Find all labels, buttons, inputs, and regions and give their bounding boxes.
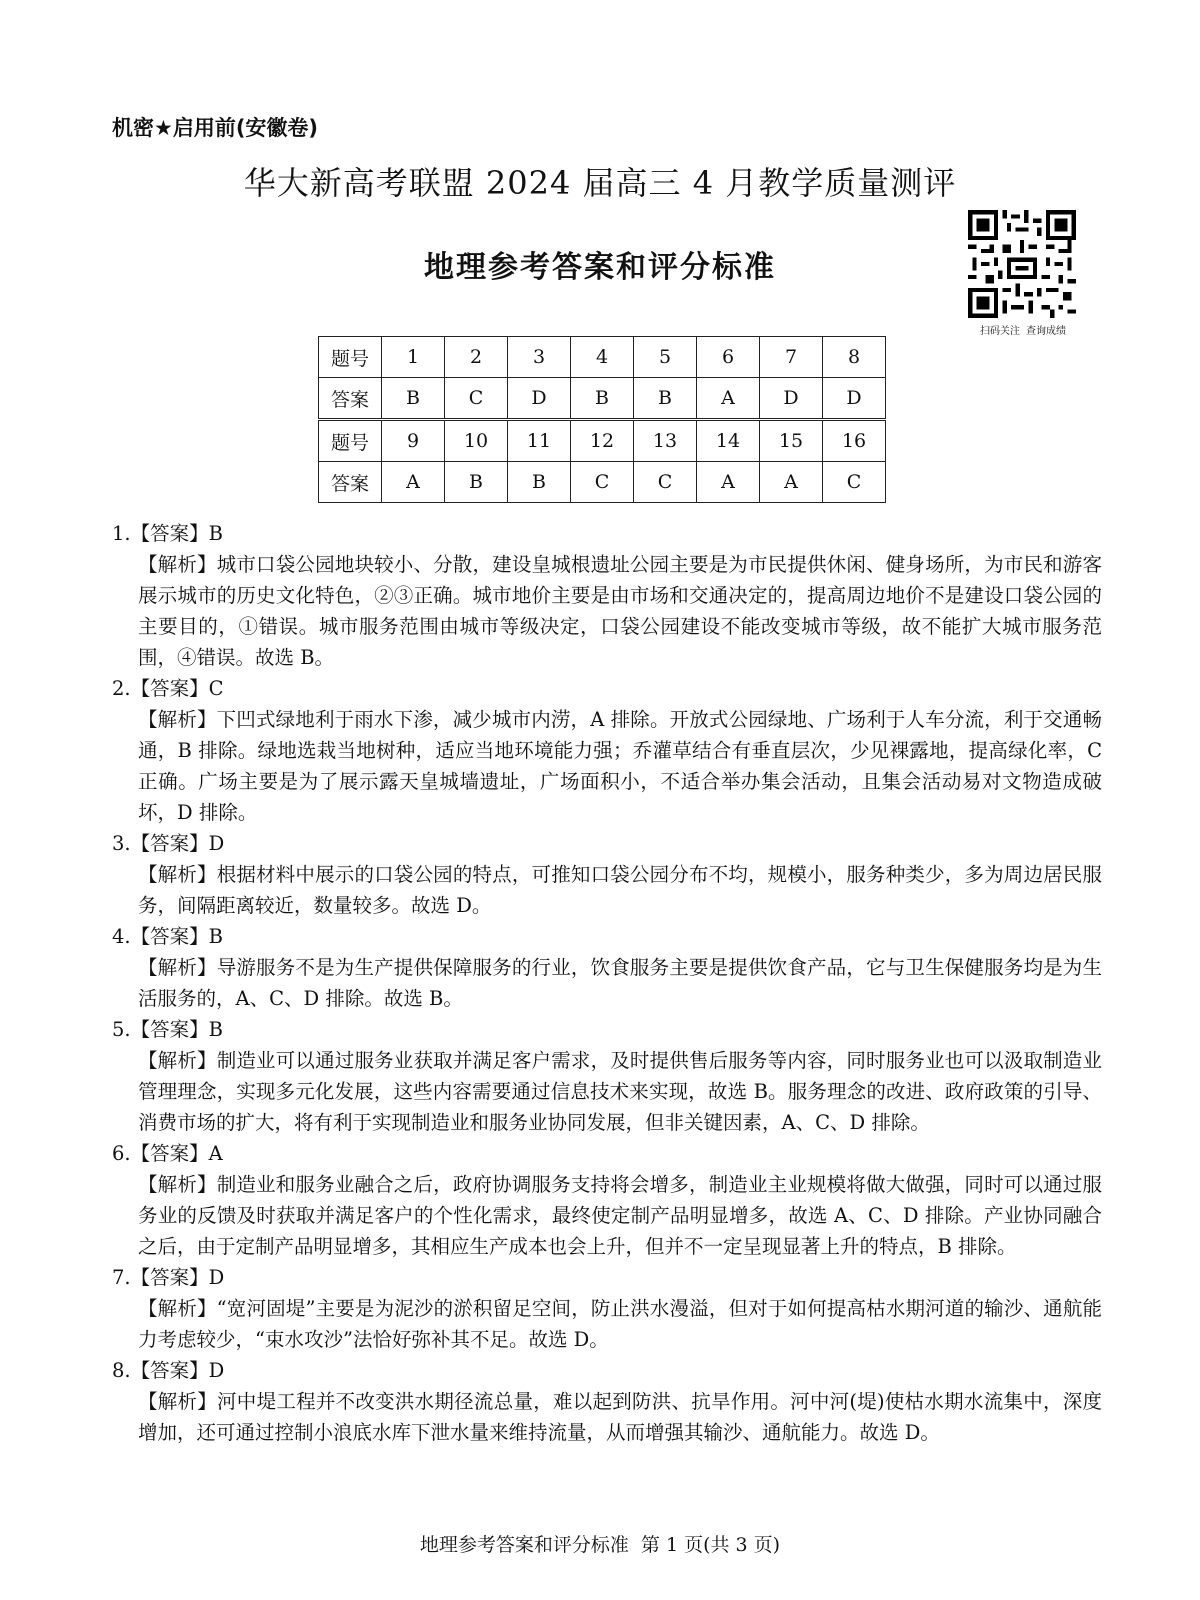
question-answer: 5.【答案】B [112,1018,223,1041]
question-explanation: 【解析】城市口袋公园地块较小、分散，建设皇城根遗址公园主要是为市民提供休闲、健身场所，为市民和游客展示城市的历史文化特色，②③正确。城市地价主要是由市场和交通决定的，提高周边地价不是建设口袋公园的主要目的，①错误。城市服务范围由城市等级决定，口袋公园建设不能改变城市等级，故不能扩大城市服务范围，④错误。故选 B。 [138,553,1102,669]
table-cell: B [634,378,697,420]
table-cell: 9 [382,420,445,462]
footer-doc-name: 地理参考答案和评分标准 [419,1534,629,1556]
table-cell: 16 [823,420,886,462]
question-answer: 1.【答案】B [112,522,223,545]
question-explanation: 【解析】根据材料中展示的口袋公园的特点，可推知口袋公园分布不均，规模小，服务种类少，多为周边居民服务，间隔距离较近，数量较多。故选 D。 [138,863,1102,917]
question-item-2 [112,673,1102,828]
row-label-answer: 答案 [319,378,382,420]
table-cell: D [823,378,886,420]
question-answer: 7.【答案】D [112,1266,225,1289]
question-item-8 [112,1355,1102,1448]
table-cell: C [571,462,634,503]
table-cell: B [382,378,445,420]
qr-code-icon [968,210,1076,318]
table-cell: 11 [508,420,571,462]
page-footer [0,1530,1200,1557]
page-title: 华大新高考联盟 2024 届高三 4 月教学质量测评 [243,164,957,202]
question-item-1 [112,518,1102,673]
qr-caption [968,322,1078,337]
table-cell: 6 [697,337,760,378]
question-explanation: 【解析】制造业可以通过服务业获取并满足客户需求，及时提供售后服务等内容，同时服务业也可以汲取制造业管理理念，实现多元化发展，这些内容需要通过信息技术来实现，故选 B。服务理念的改进、政府政策的引导、消费市场的扩大，将有利于实现制造业和服务业协同发展，但非关键因素，A、C、D 排除。 [138,1049,1102,1134]
table-cell: 7 [760,337,823,378]
table-cell: D [508,378,571,420]
table-cell: A [382,462,445,503]
table-cell: 12 [571,420,634,462]
table-cell: 3 [508,337,571,378]
table-cell: D [760,378,823,420]
question-explanation: 【解析】制造业和服务业融合之后，政府协调服务支持将会增多，制造业主业规模将做大做强，同时可以通过服务业的反馈及时获取并满足客户的个性化需求，最终使定制产品明显增多，故选 A、C、D 排除。产业协同融合之后，由于定制产品明显增多，其相应生产成本也会上升，但并不一定呈现显著上升的特点，B 排除。 [138,1173,1102,1258]
table-cell: C [445,378,508,420]
table-cell: A [760,462,823,503]
table-row-answers-1 [319,378,886,420]
confidential-label: 机密★启用前(安徽卷) [112,116,319,140]
table-cell: 10 [445,420,508,462]
row-label-number: 题号 [319,420,382,462]
question-item-5 [112,1014,1102,1138]
table-cell: B [508,462,571,503]
table-cell: 14 [697,420,760,462]
qr-caption-left: 扫码关注 [980,326,1020,337]
answer-table [318,336,886,503]
question-answer: 6.【答案】A [112,1142,223,1165]
table-row-answers-2 [319,462,886,503]
table-cell: C [634,462,697,503]
page-subtitle: 地理参考答案和评分标准 [424,250,776,285]
table-cell: 2 [445,337,508,378]
question-item-7 [112,1262,1102,1355]
table-row-numbers-2 [319,420,886,462]
question-explanation: 【解析】“宽河固堤”主要是为泥沙的淤积留足空间，防止洪水漫溢，但对于如何提高枯水期河道的输沙、通航能力考虑较少，“束水攻沙”法恰好弥补其不足。故选 D。 [138,1297,1102,1351]
row-label-answer: 答案 [319,462,382,503]
question-explanation: 【解析】下凹式绿地利于雨水下渗，减少城市内涝，A 排除。开放式公园绿地、广场利于人车分流，利于交通畅通，B 排除。绿地选栽当地树种，适应当地环境能力强；乔灌草结合有垂直层次，少见裸露地，提高绿化率，C 正确。广场主要是为了展示露天皇城墙遗址，广场面积小，不适合举办集会活动，且集会活动易对文物造成破坏，D 排除。 [138,708,1102,824]
table-cell: 4 [571,337,634,378]
table-row-numbers-1 [319,337,886,378]
footer-page-number: 第 1 页(共 3 页) [640,1534,781,1556]
question-answer: 2.【答案】C [112,677,224,700]
question-item-4 [112,921,1102,1014]
answer-explanations [112,518,1102,1448]
question-item-6 [112,1138,1102,1262]
table-cell: C [823,462,886,503]
table-cell: 5 [634,337,697,378]
table-cell: 13 [634,420,697,462]
table-cell: 15 [760,420,823,462]
question-answer: 4.【答案】B [112,925,223,948]
row-label-number: 题号 [319,337,382,378]
qr-caption-right: 查询成绩 [1026,326,1066,337]
question-answer: 8.【答案】D [112,1359,225,1382]
table-cell: B [571,378,634,420]
question-explanation: 【解析】河中堤工程并不改变洪水期径流总量，难以起到防洪、抗旱作用。河中河(堤)使枯水期水流集中，深度增加，还可通过控制小浪底水库下泄水量来维持流量，从而增强其输沙、通航能力。故选 D。 [138,1390,1102,1444]
table-cell: B [445,462,508,503]
table-cell: 8 [823,337,886,378]
question-explanation: 【解析】导游服务不是为生产提供保障服务的行业，饮食服务主要是提供饮食产品，它与卫生保健服务均是为生活服务的，A、C、D 排除。故选 B。 [138,956,1102,1010]
table-cell: A [697,462,760,503]
question-item-3 [112,828,1102,921]
question-answer: 3.【答案】D [112,832,225,855]
qr-code-block [968,210,1078,337]
table-cell: 1 [382,337,445,378]
table-cell: A [697,378,760,420]
